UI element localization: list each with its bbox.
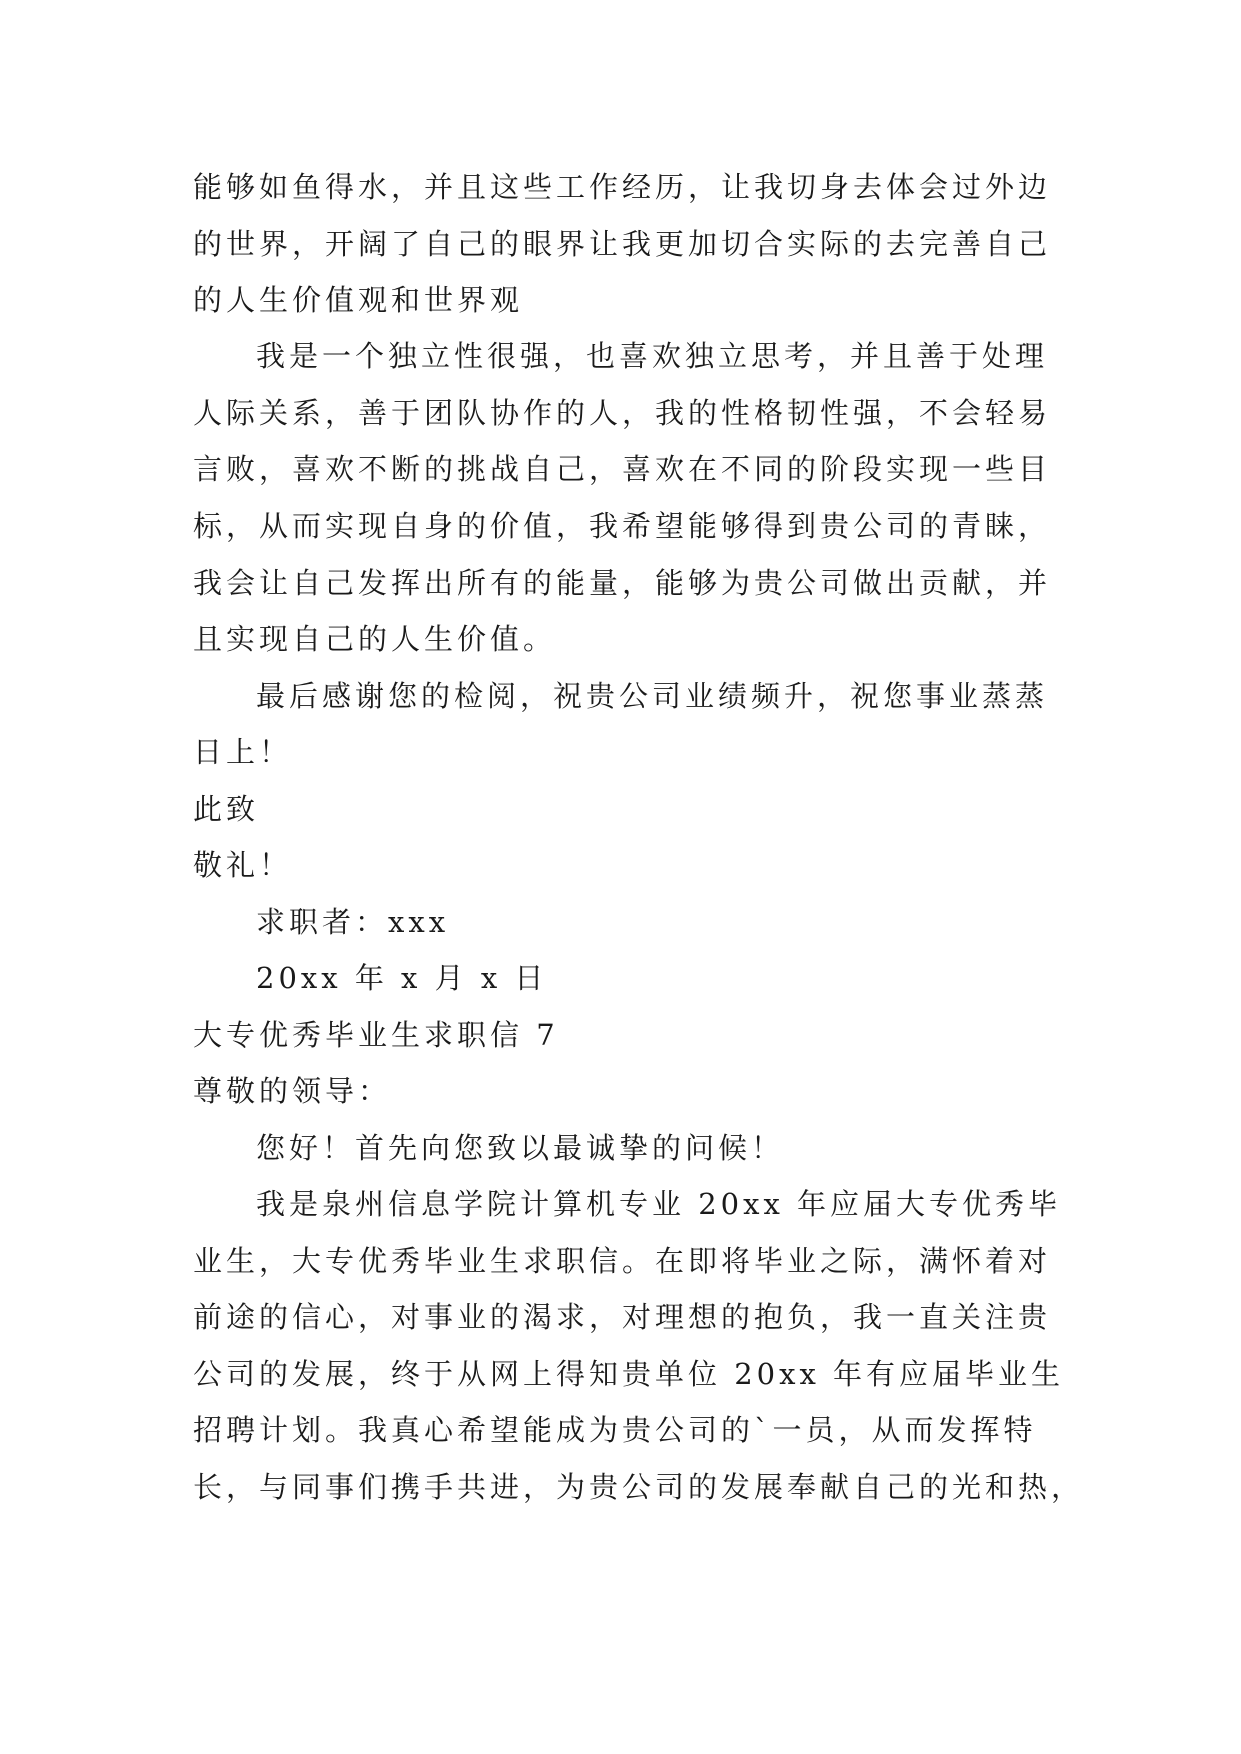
- text-line: 人际关系，善于团队协作的人，我的性格韧性强，不会轻易: [193, 396, 1052, 430]
- paragraph-first-line: 我是泉州信息学院计算机专业 20xx 年应届大专优秀毕: [256, 1187, 1062, 1221]
- signature-line: 求职者：xxx: [256, 905, 450, 939]
- text-line: 业生，大专优秀毕业生求职信。在即将毕业之际，满怀着对: [193, 1244, 1052, 1278]
- closing-salutation: 此致: [193, 792, 260, 826]
- paragraph-first-line: 最后感谢您的检阅，祝贵公司业绩频升，祝您事业蒸蒸: [256, 679, 1049, 713]
- text-line: 长，与同事们携手共进，为贵公司的发展奉献自己的光和热，: [193, 1470, 1085, 1504]
- closing-regards: 敬礼！: [193, 848, 293, 882]
- text-line: 的人生价值观和世界观: [193, 283, 524, 317]
- text-line: 能够如鱼得水，并且这些工作经历，让我切身去体会过外边: [193, 170, 1052, 204]
- paragraph-first-line: 您好！首先向您致以最诚挚的问候！: [256, 1131, 785, 1165]
- date-line: 20xx 年 x 月 x 日: [256, 961, 548, 995]
- text-line: 日上！: [193, 735, 293, 769]
- text-line: 招聘计划。我真心希望能成为贵公司的`一员，从而发挥特: [193, 1413, 1037, 1447]
- section-title: 大专优秀毕业生求职信 7: [193, 1018, 559, 1052]
- text-line: 公司的发展，终于从网上得知贵单位 20xx 年有应届毕业生: [193, 1357, 1065, 1391]
- text-line: 言败，喜欢不断的挑战自己，喜欢在不同的阶段实现一些目: [193, 452, 1052, 486]
- text-line: 标，从而实现自身的价值，我希望能够得到贵公司的青睐，: [193, 509, 1052, 543]
- text-line: 的世界，开阔了自己的眼界让我更加切合实际的去完善自己: [193, 227, 1052, 261]
- greeting: 尊敬的领导：: [193, 1074, 392, 1108]
- text-line: 前途的信心，对事业的渴求，对理想的抱负，我一直关注贵: [193, 1300, 1052, 1334]
- paragraph-first-line: 我是一个独立性很强，也喜欢独立思考，并且善于处理: [256, 339, 1049, 373]
- text-line: 我会让自己发挥出所有的能量，能够为贵公司做出贡献，并: [193, 566, 1052, 600]
- text-line: 且实现自己的人生价值。: [193, 622, 557, 656]
